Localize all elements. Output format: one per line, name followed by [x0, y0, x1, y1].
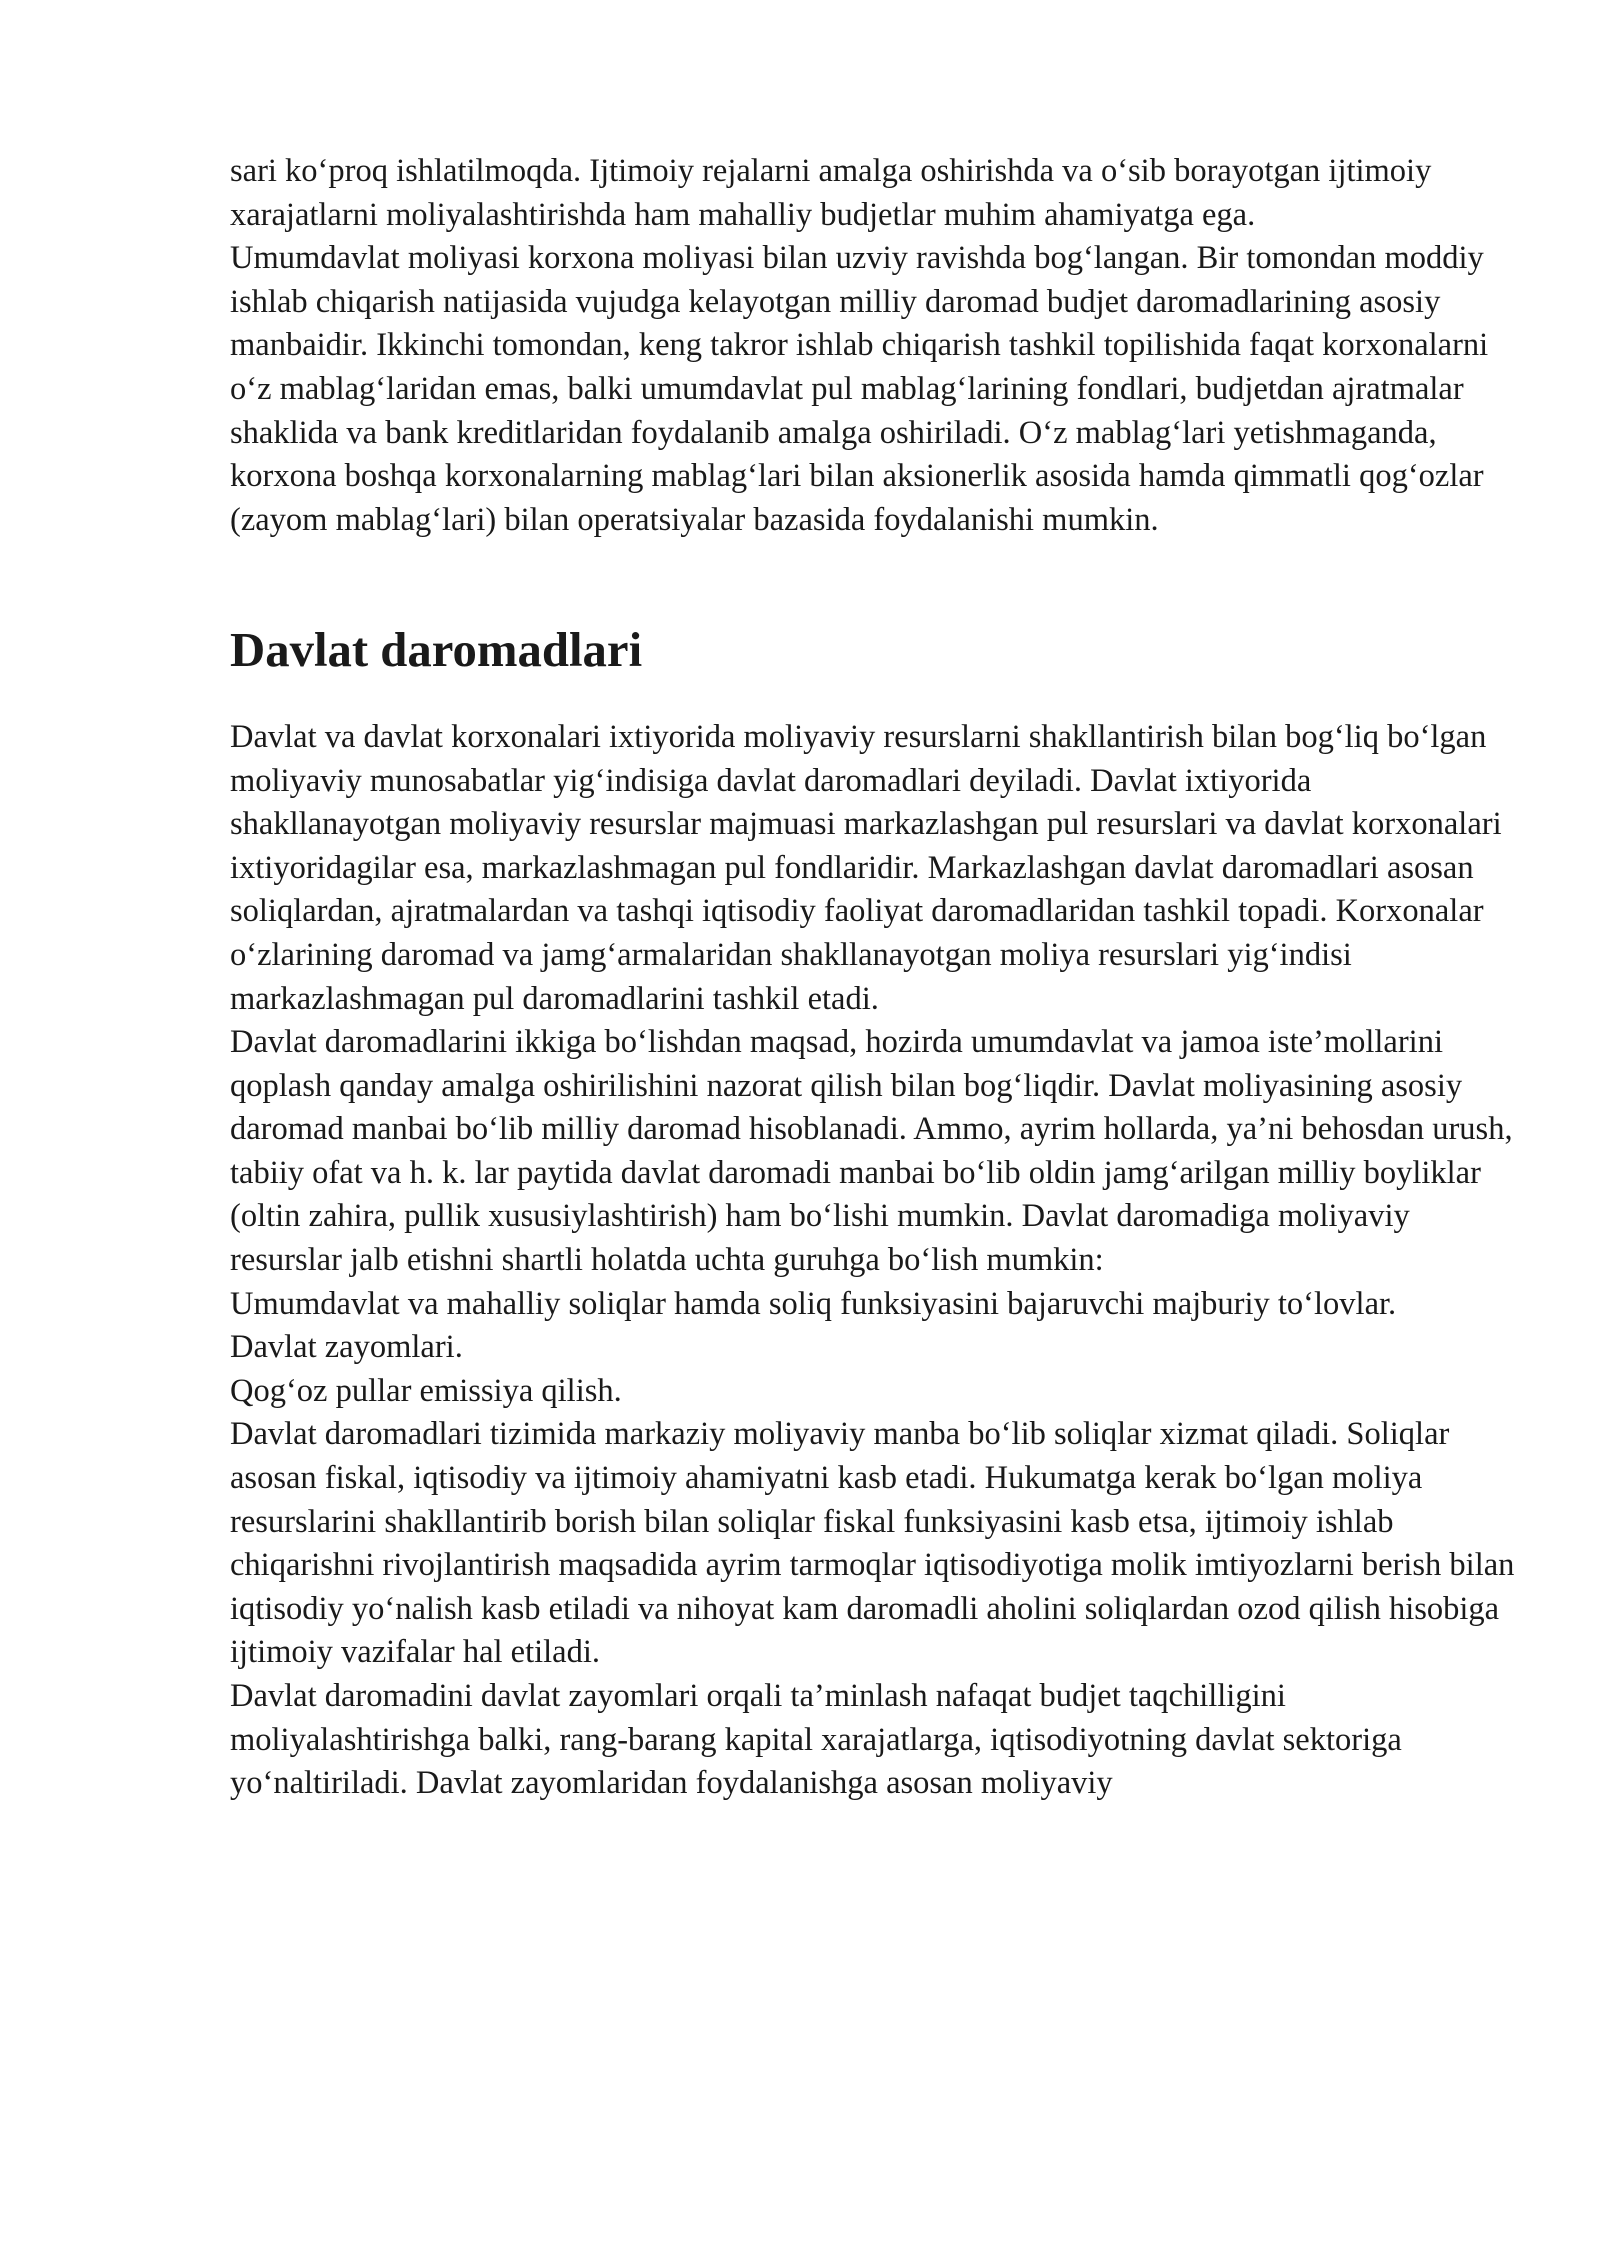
heading-spacer [230, 673, 1520, 716]
section-paragraph-4: Davlat daromadini davlat zayomlari orqali ta’minlash nafaqat budjet taqchilligini moliyalashtirishga balki, rang-barang kapital xarajatlarga, iqtisodiyotning davlat sektoriga yo‘naltiriladi. Davlat zayomlaridan foydalanishga asosan moliyaviy [230, 1678, 1402, 1802]
intro-paragraph-1: sari ko‘proq ishlatilmoqda. Ijtimoiy rejalarni amalga oshirishda va o‘sib borayotgan ijtimoiy xarajatlarni moliyalashtirishda ham mahalliy budjetlar muhim ahamiyatga ega. [230, 153, 1432, 233]
section-spacer [230, 542, 1520, 629]
document-page [230, 150, 1520, 1806]
section-heading: Davlat daromadlari [230, 623, 643, 678]
section-paragraph-1: Davlat va davlat korxonalari ixtiyorida moliyaviy resurslarni shakllantirish bilan bog‘liq bo‘lgan moliyaviy munosabatlar yig‘indisiga davlat daromadlari deyiladi. Davlat ixtiyorida shakllanayotgan moliyaviy resurslar majmuasi markazlashgan pul resurslari va davlat korxonalari ixtiyoridagilar esa, markazlashmagan pul fondlaridir. Markazlashgan davlat daromadlari asosan soliqlardan, ajratmalardan va tashqi iqtisodiy faoliyat daromadlaridan tashkil topadi. Korxonalar o‘zlarining daromad va jamg‘armalaridan shakllanayotgan moliya resurslari yig‘indisi markazlashmagan pul daromadlarini tashkil etadi. [230, 718, 1502, 1017]
section-paragraph-3: Davlat daromadlari tizimida markaziy moliyaviy manba bo‘lib soliqlar xizmat qiladi. Soliqlar asosan fiskal, iqtisodiy va ijtimoiy ahamiyatni kasb etadi. Hukumatga kerak bo‘lgan moliya resurslarini shakllantirib borish bilan soliqlar fiskal funksiyasini kasb etsa, ijtimoiy ishlab chiqarishni rivojlantirish maqsadida ayrim tarmoqlar iqtisodiyotiga molik imtiyozlarni berish bilan iqtisodiy yo‘nalish kasb etiladi va nihoyat kam daromadli aholini soliqlardan ozod qilish hisobiga ijtimoiy vazifalar hal etiladi. [230, 1416, 1515, 1671]
section-paragraph-2: Davlat daromadlarini ikkiga bo‘lishdan maqsad, hozirda umumdavlat va jamoa iste’mollarini qoplash qanday amalga oshirilishini nazorat qilish bilan bog‘liqdir. Davlat moliyasining asosiy daromad manbai bo‘lib milliy daromad hisoblanadi. Ammo, ayrim hollarda, ya’ni behosdan urush, tabiiy ofat va h. k. lar paytida davlat daromadi manbai bo‘lib oldin jamg‘arilgan milliy boyliklar (oltin zahira, pullik xususiylashtirish) ham bo‘lishi mumkin. Davlat daromadiga moliyaviy resurslar jalb etishni shartli holatda uchta guruhga bo‘lish mumkin: [230, 1024, 1513, 1279]
list-item: Davlat zayomlari. [230, 1329, 463, 1366]
list-item: Umumdavlat va mahalliy soliqlar hamda soliq funksiyasini bajaruvchi majburiy to‘lovlar. [230, 1285, 1397, 1322]
list-item: Qog‘oz pullar emissiya qilish. [230, 1372, 622, 1409]
intro-paragraph-2: Umumdavlat moliyasi korxona moliyasi bilan uzviy ravishda bog‘langan. Bir tomondan moddiy ishlab chiqarish natijasida vujudga kelayotgan milliy daromad budjet daromadlarining asosiy manbaidir. Ikkinchi tomondan, keng takror ishlab chiqarish tashkil topilishida faqat korxonalarni o‘z mablag‘laridan emas, balki umumdavlat pul mablag‘larining fondlari, budjetdan ajratmalar shaklida va bank kreditlaridan foydalanib amalga oshiriladi. O‘z mablag‘lari yetishmaganda, korxona boshqa korxonalarning mablag‘lari bilan aksionerlik asosida hamda qimmatli qog‘ozlar (zayom mablag‘lari) bilan operatsiyalar bazasida foydalanishi mumkin. [230, 240, 1489, 538]
